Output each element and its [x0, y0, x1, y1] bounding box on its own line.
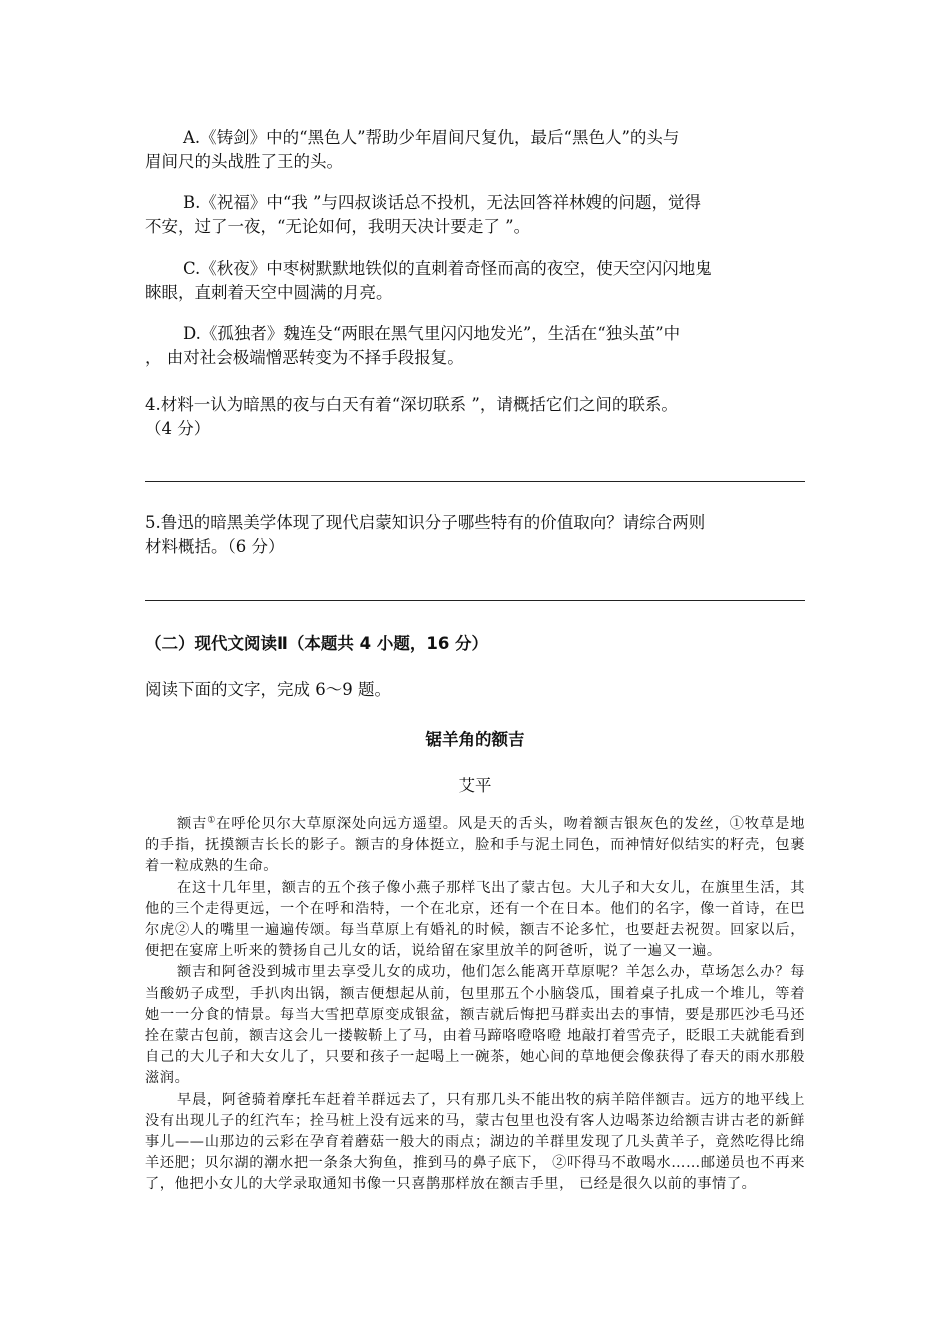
paragraph-2-line: 在这十几年里，额吉的五个孩子像小燕子那样飞出了蒙古包。大儿子和大女儿，在 — [177, 879, 716, 896]
paragraph-1-lead: 额吉 — [177, 816, 208, 832]
option-b-line1: B.《祝福》中“我 ”与四叔谈话总不投机，无法回答祥林嫂的问题，觉得 — [183, 193, 701, 212]
paragraph-4-line: 方的地平线上没有出现儿子的红汽车；拴马桩上没有远来的马，蒙古包里也没有客人边 — [145, 1091, 805, 1129]
paragraph-1-line: 丝，①牧草是地的手指，抚摸额吉长长的影子。额吉的身体挺立，脸和手与泥土同色， — [145, 816, 806, 854]
answer-line-5 — [145, 600, 805, 601]
option-d-line2: ， 由对社会极端憎恶转变为不择手段报复。 — [145, 348, 464, 367]
paragraph-1-line: 而神情好似结实的籽壳，包裹着一粒成熟的生命。 — [145, 837, 805, 875]
option-c-line2: 睞眼，直刺着天空中圆满的月亮。 — [145, 283, 393, 302]
paragraph-3-line: 由着马蹄咯噔咯噔 地敲打着雪壳子，眨眼工夫就能看到自己的大儿子和大女儿了，只 — [145, 1028, 805, 1066]
paragraph-4-line: 知书像一只喜鹊那样放在额吉手里， 已经是很久以前的事情了。 — [337, 1176, 757, 1193]
option-c-line1: C.《秋夜》中枣树默默地铁似的直刺着奇怪而高的夜空，使天空闪闪地鬼 — [183, 259, 712, 278]
article-paragraph-4 — [145, 1090, 805, 1196]
question-4-line2: （4 分） — [145, 419, 211, 438]
question-4 — [145, 393, 805, 441]
article-body — [145, 814, 805, 1196]
option-d-line1: D.《孤独者》魏连殳“两眼在黑气里闪闪地发光”，生活在“独头茧”中 — [183, 324, 681, 343]
option-a-line1: A.《铸剑》中的“黑色人”帮助少年眉间尺复仇，最后“黑色人”的头与 — [183, 128, 680, 147]
paragraph-4-line: 羊群里发现了几头黄羊子，竟然吃得比绵羊还肥；贝尔湖的潮水把一条条大狗鱼，推到 — [145, 1134, 805, 1172]
option-b-line2: 不安，过了一夜，“无论如何，我明天决计要走了 ”。 — [145, 217, 531, 236]
article-paragraph-3 — [145, 962, 805, 1089]
question-5-line2: 材料概括。（6 分） — [145, 537, 285, 556]
paragraph-4-line: 马的鼻子底下， ②吓得马不敢喝水……邮递员也不再来了，他把小女儿的大学录取通 — [145, 1155, 805, 1193]
option-b — [145, 191, 805, 239]
answer-line-4 — [145, 481, 805, 482]
section-title: （二）现代文阅读Ⅱ（本题共 4 小题，16 分） — [145, 634, 489, 653]
paragraph-4-line: 早晨，阿爸骑着摩托车赶着羊群远去了，只有那几头不能出牧的病羊陪伴额吉。远 — [177, 1091, 716, 1108]
option-a — [145, 126, 805, 174]
paragraph-3-line: 场怎么办？每当酸奶子成型，手扒肉出锅，额吉便想起从前，包里那五个小脑袋瓜，围 — [145, 964, 805, 1002]
paragraph-2-line: 吉不论多忙，也要赶去祝贺。回家以后，便把在宴席上听来的赞扬自己儿女的话，说 — [145, 922, 805, 960]
question-4-line1: 4.材料一认为暗黑的夜与白天有着“深切联系 ”，请概括它们之间的联系。 — [145, 395, 678, 414]
paragraph-3-line: 额吉和阿爸没到城市里去享受儿女的成功，他们怎么能离开草原呢？羊怎么办，草 — [177, 964, 716, 981]
question-5 — [145, 511, 805, 559]
paragraph-2-line: 给留在家里放羊的阿爸听，说了一遍又一遍。 — [425, 943, 722, 960]
article-paragraph-1 — [145, 814, 805, 878]
question-5-line1: 5.鲁迅的暗黑美学体现了现代启蒙知识分子哪些特有的价值取向？请综合两则 — [145, 513, 706, 532]
paragraph-3-line: 着桌子扎成一个堆儿，等着她一一分食的情景。每当大雪把草原变成银盆，额吉就后悔 — [145, 985, 805, 1023]
paragraph-4-line: 喝茶边给额吉讲古老的新鲜事儿——山那边的云彩在孕育着蘑菇一般大的雨点；湖边的 — [145, 1112, 805, 1151]
paragraph-1-line: 在呼伦贝尔大草原深处向远方遥望。风是天的舌头，吻着额吉银灰色的发 — [216, 816, 700, 832]
article-paragraph-2 — [145, 878, 805, 963]
option-c — [145, 257, 805, 305]
paragraph-2-line: 们的名字，像一首诗，在巴尔虎②人的嘴里一遍遍传颂。每当草原上有婚礼的时候，额 — [145, 900, 805, 939]
article-author: 艾平 — [458, 776, 492, 795]
option-a-line2: 眉间尺的头战胜了王的头。 — [145, 152, 343, 171]
footnote-marker: ① — [207, 815, 217, 826]
instruction: 阅读下面的文字，完成 6～9 题。 — [145, 680, 391, 699]
paragraph-3-line: 把马群卖出去的事情，要是那匹沙毛马还拴在蒙古包前，额吉这会儿一搂鞍鞒上了马， — [145, 1006, 805, 1045]
article-title: 锯羊角的额吉 — [425, 730, 525, 749]
paragraph-2-line: 旗里生活，其他的三个走得更远，一个在呼和浩特，一个在北京，还有一个在日本。他 — [145, 879, 805, 917]
paragraph-3-line: 要和孩子一起喝上一碗茶，她心间的草地便会像获得了春天的雨水那般滋润。 — [145, 1049, 805, 1087]
option-d — [145, 322, 805, 370]
